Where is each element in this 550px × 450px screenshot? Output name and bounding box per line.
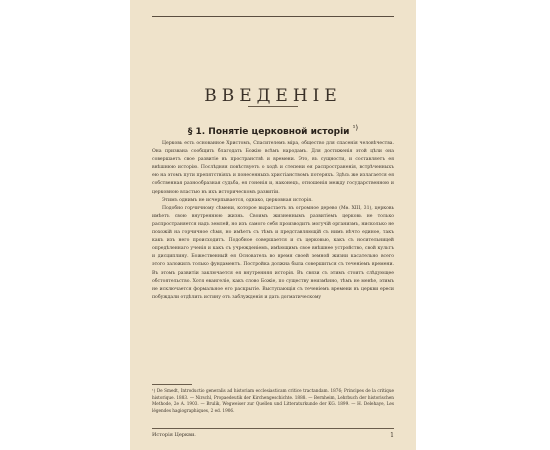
footnote-reference: ¹) xyxy=(352,124,359,132)
paragraph: Церковь есть основанное Христомъ, Спасителемъ міра, общество для спасенія человѣчества. Она призвана сообщить благодать Божію всѣмъ народамъ. Для достиженія этой цѣли она совершаетъ свое развитіе въ пространствѣ и времени. Это, въ сущности, и составляетъ ея внѣшнюю исторію. Послѣдняя повѣствуетъ о ходѣ и степени ея распространенія, встрѣченныхъ ею на этомъ пути препятствіяхъ и понесенныхъ христіанствомъ потеряхъ. Здѣсь же излагается ея собственная разнообразная судьба, ея гоненія и, наконецъ, отношенія между государственною и церковною властью въ ихъ историческомъ развитіи. xyxy=(152,141,394,195)
top-rule xyxy=(152,16,394,17)
title-divider xyxy=(248,106,298,107)
body-text xyxy=(152,140,394,376)
page-title: ВВЕДЕНІЕ xyxy=(204,86,342,106)
page-number: 1 xyxy=(390,432,394,439)
paragraph: Этимъ однимъ не исчерпывается, однако, церковная исторія. xyxy=(162,197,313,203)
section-heading xyxy=(130,124,416,137)
footnote-divider xyxy=(152,384,192,385)
footnote: ¹) De Smedt, Introductio generalis ad historiam ecclesiasticam critice tractandam. 1876; Principes de la critique historique. 1883. — Nirschl, Propaedeutik der Kirchengeschichte. 1888. — Bernheim, Lehrbuch der historischen Methode, 2e A. 1903. — Brulik, Wegweiser zur Quellen und Litteraturkunde der KG. 1899. — H. Delehaye, Les légendes hagiographiques, 2 ed. 1906. xyxy=(152,388,394,413)
page-footer xyxy=(152,428,394,438)
paragraph: Подобно горчичному сѣмени, которое вырастаетъ въ огромное дерево (Мѳ. XIII, 31), церковь имѣетъ свою внутреннюю жизнь. Своимъ жизненнымъ развитіемъ церковь не только распространяется надъ землей, но изъ самого себя производитъ могучій организмъ, нисколько не похожій на горчичное сѣмя, но имѣетъ съ тѣмъ и представляющій съ нимъ нѣчто единое, такъ какъ изъ него происходитъ. Подобное совершается и съ церковью, какъ съ носительницей опредѣленнаго ученія и какъ съ учрежденіемъ, имѣющимъ свое внѣшнее устройство, свой культъ и дисциплину. Божественный ея Основатель во время своей земной жизни касательно всего этого заложилъ только фундаментъ. Постройка должна была совершиться съ теченіемъ времени. Въ этомъ развитіи заключается ея внутренняя исторія. Въ связи съ этимъ стоитъ слѣдующее обстоятельство. Хотя евангеліе, какъ слово Божіе, по существу неизмѣнно, тѣмъ не менѣе, этимъ не исключается формальное его раскрытіе. Выступающія съ теченіемъ времени въ церкви ереси побуждали отдѣлить истину отъ заблужденія и дать догматическому xyxy=(152,205,394,300)
section-heading-text: § 1. Понятіе церковной исторіи xyxy=(187,127,350,137)
book-page xyxy=(130,0,416,450)
running-footer: Исторія Церкви. xyxy=(152,432,196,438)
